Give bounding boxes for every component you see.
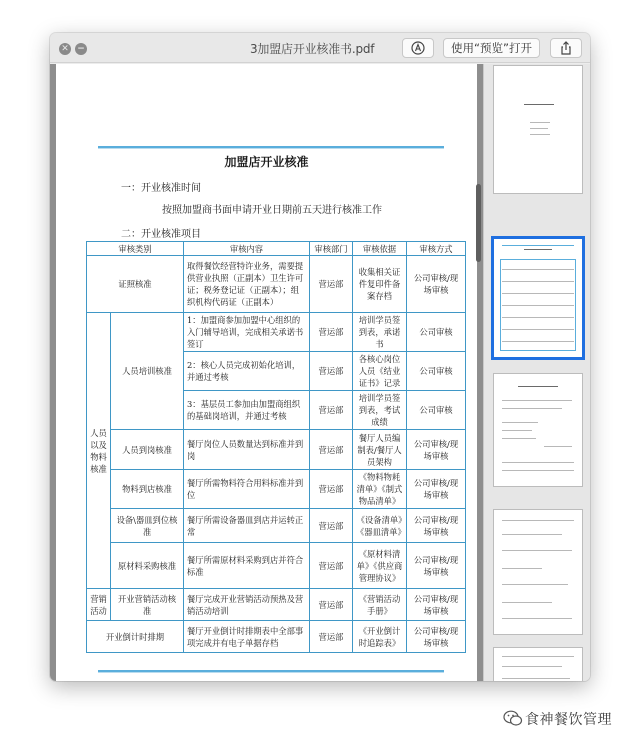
header-category: 审核类别 bbox=[87, 242, 184, 256]
page-thumbnail-3[interactable] bbox=[494, 374, 586, 486]
header-method: 审核方式 bbox=[407, 242, 466, 256]
markup-pen-icon bbox=[411, 41, 425, 55]
category-cell: 设备\器皿到位核准 bbox=[111, 509, 184, 543]
page-thumbnail-2[interactable] bbox=[494, 239, 586, 357]
dept-cell: 营运部 bbox=[310, 509, 353, 543]
table-row bbox=[87, 313, 466, 352]
content-cell: 3：基层员工参加由加盟商组织的基础岗培训，并通过考核 bbox=[184, 391, 310, 430]
category-cell: 人员培训核准 bbox=[111, 313, 184, 430]
document-page bbox=[56, 64, 477, 681]
dept-cell: 营运部 bbox=[310, 352, 353, 391]
category-cell: 原材料采购核准 bbox=[111, 543, 184, 589]
markup-button[interactable] bbox=[402, 38, 434, 58]
basis-cell: 餐厅人员编制表/餐厅人员架构 bbox=[353, 430, 407, 470]
dept-cell: 营运部 bbox=[310, 256, 353, 313]
dept-cell: 营运部 bbox=[310, 470, 353, 509]
table-row bbox=[87, 543, 466, 589]
table-row bbox=[87, 470, 466, 509]
content-cell: 餐厅岗位人员数量达到标准并到岗 bbox=[184, 430, 310, 470]
category-cell: 人员到岗核准 bbox=[111, 430, 184, 470]
category-cell: 开业倒计时排期 bbox=[87, 621, 184, 653]
section1-heading: 一：开业核准时间 bbox=[121, 183, 201, 194]
thumbnail-image bbox=[494, 510, 582, 634]
method-cell: 公司审核 bbox=[407, 352, 466, 391]
title-bar bbox=[50, 33, 590, 63]
share-button[interactable] bbox=[550, 38, 582, 58]
content-cell: 餐厅开业倒计时排期表中全部事项完成并有电子单据存档 bbox=[184, 621, 310, 653]
method-cell: 公司审核 bbox=[407, 313, 466, 352]
document-pane[interactable] bbox=[50, 64, 483, 681]
open-with-preview-button[interactable]: 使用“预览”打开 bbox=[443, 38, 540, 58]
method-cell: 公司审核/现场审核 bbox=[407, 470, 466, 509]
method-cell: 公司审核/现场审核 bbox=[407, 589, 466, 621]
group-cell: 人员以及物料核准 bbox=[87, 313, 111, 589]
content-cell: 2：核心人员完成初始化培训，并通过考核 bbox=[184, 352, 310, 391]
basis-cell: 《原材料清单》《供应商管理协议》 bbox=[353, 543, 407, 589]
minimize-icon[interactable]: − bbox=[75, 43, 87, 55]
basis-cell: 培训学员签到表，承诺书 bbox=[353, 313, 407, 352]
header-rule bbox=[98, 146, 444, 149]
dept-cell: 营运部 bbox=[310, 589, 353, 621]
category-cell: 物料到店核准 bbox=[111, 470, 184, 509]
section2-heading: 二：开业核准项目 bbox=[121, 229, 201, 240]
content-cell: 1：加盟商参加加盟中心组织的入门辅导培训，完成相关承诺书签订 bbox=[184, 313, 310, 352]
page-thumbnail-1[interactable] bbox=[494, 66, 586, 193]
basis-cell: 《营销活动手册》 bbox=[353, 589, 407, 621]
footer-rule bbox=[98, 670, 444, 673]
table-row bbox=[87, 256, 466, 313]
dept-cell: 营运部 bbox=[310, 313, 353, 352]
basis-cell: 收集相关证件复印件备案存档 bbox=[353, 256, 407, 313]
dept-cell: 营运部 bbox=[310, 621, 353, 653]
basis-cell: 各核心岗位人员《结业证书》记录 bbox=[353, 352, 407, 391]
thumbnail-image bbox=[494, 239, 582, 357]
basis-cell: 《开业倒计时追踪表》 bbox=[353, 621, 407, 653]
content-cell: 餐厅所需设备器皿到店并运转正常 bbox=[184, 509, 310, 543]
method-cell: 公司审核/现场审核 bbox=[407, 430, 466, 470]
page-thumbnail-4[interactable] bbox=[494, 510, 586, 634]
method-cell: 公司审核/现场审核 bbox=[407, 543, 466, 589]
table-row bbox=[87, 621, 466, 653]
section1-text: 按照加盟商书面申请开业日期前五天进行核准工作 bbox=[162, 205, 382, 216]
header-dept: 审核部门 bbox=[310, 242, 353, 256]
page-thumbnail-5[interactable] bbox=[494, 648, 586, 681]
header-content: 审核内容 bbox=[184, 242, 310, 256]
thumbnail-image bbox=[494, 374, 582, 486]
window-title: 3加盟店开业核准书.pdf bbox=[250, 42, 375, 56]
basis-cell: 《物料物耗清单》《制式物品清单》 bbox=[353, 470, 407, 509]
thumbnail-image bbox=[494, 66, 582, 193]
thumbnail-image bbox=[494, 648, 582, 681]
watermark bbox=[503, 708, 635, 730]
dept-cell: 营运部 bbox=[310, 391, 353, 430]
watermark-text: 食神餐饮管理 bbox=[525, 712, 612, 728]
thumbnail-sidebar bbox=[483, 64, 590, 681]
basis-cell: 培训学员签到表，考试成绩 bbox=[353, 391, 407, 430]
wechat-icon bbox=[503, 710, 523, 727]
dept-cell: 营运部 bbox=[310, 543, 353, 589]
table-row bbox=[87, 430, 466, 470]
method-cell: 公司审核/现场审核 bbox=[407, 256, 466, 313]
method-cell: 公司审核 bbox=[407, 391, 466, 430]
group-cell: 营销活动 bbox=[87, 589, 111, 621]
method-cell: 公司审核/现场审核 bbox=[407, 509, 466, 543]
table-header-row bbox=[87, 242, 466, 256]
header-basis: 审核依据 bbox=[353, 242, 407, 256]
table-row bbox=[87, 509, 466, 543]
table-row bbox=[87, 589, 466, 621]
basis-cell: 《设备清单》《器皿清单》 bbox=[353, 509, 407, 543]
scrollbar-thumb[interactable] bbox=[476, 184, 481, 262]
content-cell: 取得餐饮经营特许业务，需要提供营业执照（正副本）卫生许可证；税务登记证（正副本）；组织机构代码证（正副本） bbox=[184, 256, 310, 313]
share-icon bbox=[559, 41, 573, 55]
dept-cell: 营运部 bbox=[310, 430, 353, 470]
category-cell: 证照核准 bbox=[87, 256, 184, 313]
preview-window bbox=[50, 33, 590, 681]
document-title: 加盟店开业核准 bbox=[224, 155, 309, 169]
close-icon[interactable]: ✕ bbox=[59, 43, 71, 55]
review-table bbox=[86, 241, 466, 653]
content-cell: 餐厅所需物料符合用料标准并到位 bbox=[184, 470, 310, 509]
category-cell: 开业营销活动核准 bbox=[111, 589, 184, 621]
content-cell: 餐厅所需原材料采购到店并符合标准 bbox=[184, 543, 310, 589]
content-cell: 餐厅完成开业营销活动预热及营销活动培训 bbox=[184, 589, 310, 621]
method-cell: 公司审核/现场审核 bbox=[407, 621, 466, 653]
